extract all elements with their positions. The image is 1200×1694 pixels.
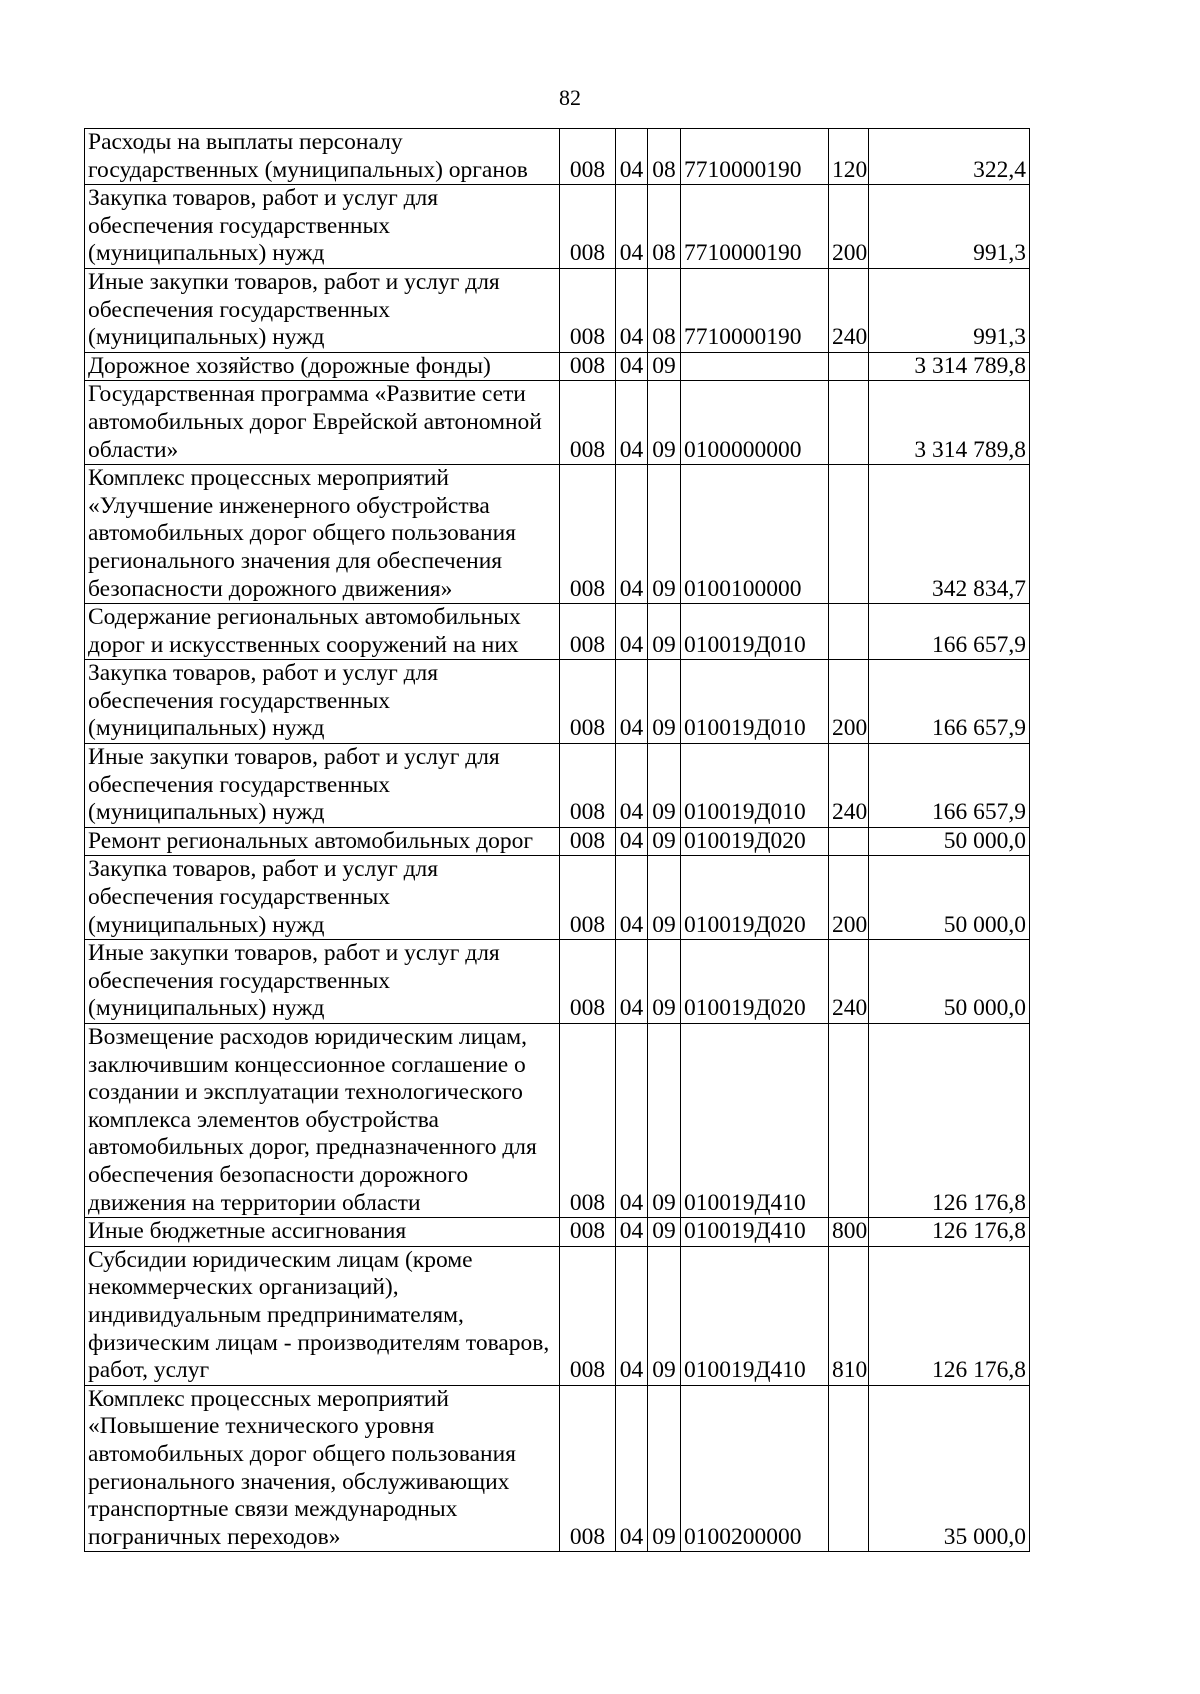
row-target-article: 010019Д010 — [681, 660, 829, 744]
row-expense-type — [829, 1024, 869, 1218]
row-target-article — [681, 352, 829, 381]
table-row — [85, 744, 1030, 828]
row-expense-type: 200 — [829, 185, 869, 269]
row-amount: 166 657,9 — [869, 660, 1030, 744]
row-name: Иные бюджетные ассигнования — [85, 1218, 560, 1247]
row-section-code: 04 — [616, 465, 648, 604]
row-name: Иные закупки товаров, работ и услуг для обеспечения государственных (муниципальных) нужд — [85, 940, 560, 1024]
row-section-code: 04 — [616, 185, 648, 269]
row-expense-type — [829, 352, 869, 381]
row-ved-code: 008 — [560, 1385, 616, 1552]
row-subsection-code: 09 — [648, 604, 681, 660]
row-target-article: 010019Д020 — [681, 856, 829, 940]
row-amount: 50 000,0 — [869, 827, 1030, 856]
row-ved-code: 008 — [560, 268, 616, 352]
row-subsection-code: 09 — [648, 1024, 681, 1218]
row-amount: 166 657,9 — [869, 744, 1030, 828]
row-subsection-code: 08 — [648, 129, 681, 185]
row-target-article: 0100100000 — [681, 465, 829, 604]
row-name: Субсидии юридическим лицам (кроме некоммерческих организаций), индивидуальным предпринимателям, физическим лицам - производителям товаров, работ, услуг — [85, 1246, 560, 1385]
row-expense-type — [829, 381, 869, 465]
table-row — [85, 268, 1030, 352]
row-name: Комплекс процессных мероприятий «Повышение технического уровня автомобильных дорог общего пользования регионального значения, обслуживающих транспортные связи международных пограничных переходов» — [85, 1385, 560, 1552]
row-expense-type: 120 — [829, 129, 869, 185]
row-ved-code: 008 — [560, 352, 616, 381]
row-name: Иные закупки товаров, работ и услуг для обеспечения государственных (муниципальных) нужд — [85, 268, 560, 352]
row-target-article: 010019Д410 — [681, 1024, 829, 1218]
row-target-article: 010019Д010 — [681, 604, 829, 660]
row-subsection-code: 09 — [648, 660, 681, 744]
table-row — [85, 1385, 1030, 1552]
table-row — [85, 1024, 1030, 1218]
table-row — [85, 352, 1030, 381]
row-target-article: 0100000000 — [681, 381, 829, 465]
row-target-article: 010019Д010 — [681, 744, 829, 828]
row-subsection-code: 09 — [648, 856, 681, 940]
row-name: Комплекс процессных мероприятий «Улучшение инженерного обустройства автомобильных дорог общего пользования регионального значения для обеспечения безопасности дорожного движения» — [85, 465, 560, 604]
row-section-code: 04 — [616, 604, 648, 660]
row-subsection-code: 09 — [648, 1246, 681, 1385]
row-expense-type — [829, 465, 869, 604]
row-section-code: 04 — [616, 1385, 648, 1552]
row-target-article: 7710000190 — [681, 268, 829, 352]
table-row — [85, 1246, 1030, 1385]
row-name: Закупка товаров, работ и услуг для обеспечения государственных (муниципальных) нужд — [85, 660, 560, 744]
row-section-code: 04 — [616, 1024, 648, 1218]
table-row — [85, 465, 1030, 604]
row-subsection-code: 09 — [648, 940, 681, 1024]
row-expense-type: 240 — [829, 268, 869, 352]
row-section-code: 04 — [616, 940, 648, 1024]
row-name: Государственная программа «Развитие сети автомобильных дорог Еврейской автономной области» — [85, 381, 560, 465]
row-section-code: 04 — [616, 129, 648, 185]
row-name: Закупка товаров, работ и услуг для обеспечения государственных (муниципальных) нужд — [85, 185, 560, 269]
row-subsection-code: 09 — [648, 1218, 681, 1247]
row-target-article: 010019Д020 — [681, 827, 829, 856]
row-ved-code: 008 — [560, 827, 616, 856]
row-expense-type: 200 — [829, 856, 869, 940]
row-target-article: 010019Д410 — [681, 1218, 829, 1247]
row-subsection-code: 09 — [648, 381, 681, 465]
row-ved-code: 008 — [560, 1246, 616, 1385]
row-expense-type: 240 — [829, 940, 869, 1024]
row-ved-code: 008 — [560, 465, 616, 604]
row-subsection-code: 09 — [648, 1385, 681, 1552]
page-number: 82 — [559, 85, 581, 110]
row-ved-code: 008 — [560, 381, 616, 465]
row-section-code: 04 — [616, 827, 648, 856]
row-amount: 126 176,8 — [869, 1218, 1030, 1247]
budget-table — [84, 128, 1030, 1552]
row-amount: 50 000,0 — [869, 940, 1030, 1024]
row-amount: 322,4 — [869, 129, 1030, 185]
row-section-code: 04 — [616, 660, 648, 744]
row-name: Возмещение расходов юридическим лицам, заключившим концессионное соглашение о создании и эксплуатации технологического комплекса элементов обустройства автомобильных дорог, предназначенного для обеспечения безопасности дорожного движения на территории области — [85, 1024, 560, 1218]
row-ved-code: 008 — [560, 604, 616, 660]
row-expense-type: 810 — [829, 1246, 869, 1385]
row-expense-type: 800 — [829, 1218, 869, 1247]
row-section-code: 04 — [616, 856, 648, 940]
row-ved-code: 008 — [560, 1218, 616, 1247]
row-ved-code: 008 — [560, 129, 616, 185]
row-section-code: 04 — [616, 352, 648, 381]
row-amount: 3 314 789,8 — [869, 381, 1030, 465]
row-amount: 166 657,9 — [869, 604, 1030, 660]
row-expense-type — [829, 604, 869, 660]
table-row — [85, 185, 1030, 269]
row-subsection-code: 08 — [648, 185, 681, 269]
row-target-article: 0100200000 — [681, 1385, 829, 1552]
row-ved-code: 008 — [560, 660, 616, 744]
row-target-article: 010019Д410 — [681, 1246, 829, 1385]
row-section-code: 04 — [616, 744, 648, 828]
table-row — [85, 660, 1030, 744]
row-amount: 126 176,8 — [869, 1246, 1030, 1385]
row-name: Иные закупки товаров, работ и услуг для обеспечения государственных (муниципальных) нужд — [85, 744, 560, 828]
table-row — [85, 381, 1030, 465]
row-section-code: 04 — [616, 268, 648, 352]
row-section-code: 04 — [616, 381, 648, 465]
table-row — [85, 604, 1030, 660]
table-row — [85, 1218, 1030, 1247]
row-name: Расходы на выплаты персоналу государственных (муниципальных) органов — [85, 129, 560, 185]
table-row — [85, 129, 1030, 185]
row-amount: 342 834,7 — [869, 465, 1030, 604]
row-amount: 3 314 789,8 — [869, 352, 1030, 381]
row-expense-type — [829, 1385, 869, 1552]
row-ved-code: 008 — [560, 1024, 616, 1218]
row-amount: 126 176,8 — [869, 1024, 1030, 1218]
row-ved-code: 008 — [560, 856, 616, 940]
row-section-code: 04 — [616, 1246, 648, 1385]
table-row — [85, 856, 1030, 940]
row-name: Дорожное хозяйство (дорожные фонды) — [85, 352, 560, 381]
table-row — [85, 940, 1030, 1024]
row-section-code: 04 — [616, 1218, 648, 1247]
row-subsection-code: 09 — [648, 352, 681, 381]
row-amount: 35 000,0 — [869, 1385, 1030, 1552]
row-subsection-code: 09 — [648, 827, 681, 856]
row-subsection-code: 09 — [648, 465, 681, 604]
row-subsection-code: 09 — [648, 744, 681, 828]
row-name: Ремонт региональных автомобильных дорог — [85, 827, 560, 856]
row-expense-type: 200 — [829, 660, 869, 744]
row-amount: 991,3 — [869, 268, 1030, 352]
row-subsection-code: 08 — [648, 268, 681, 352]
row-expense-type — [829, 827, 869, 856]
row-ved-code: 008 — [560, 940, 616, 1024]
row-target-article: 010019Д020 — [681, 940, 829, 1024]
row-target-article: 7710000190 — [681, 185, 829, 269]
budget-table-body — [85, 129, 1030, 1552]
row-amount: 991,3 — [869, 185, 1030, 269]
row-expense-type: 240 — [829, 744, 869, 828]
row-target-article: 7710000190 — [681, 129, 829, 185]
row-amount: 50 000,0 — [869, 856, 1030, 940]
row-ved-code: 008 — [560, 185, 616, 269]
table-row — [85, 827, 1030, 856]
row-name: Закупка товаров, работ и услуг для обеспечения государственных (муниципальных) нужд — [85, 856, 560, 940]
row-name: Содержание региональных автомобильных дорог и искусственных сооружений на них — [85, 604, 560, 660]
row-ved-code: 008 — [560, 744, 616, 828]
